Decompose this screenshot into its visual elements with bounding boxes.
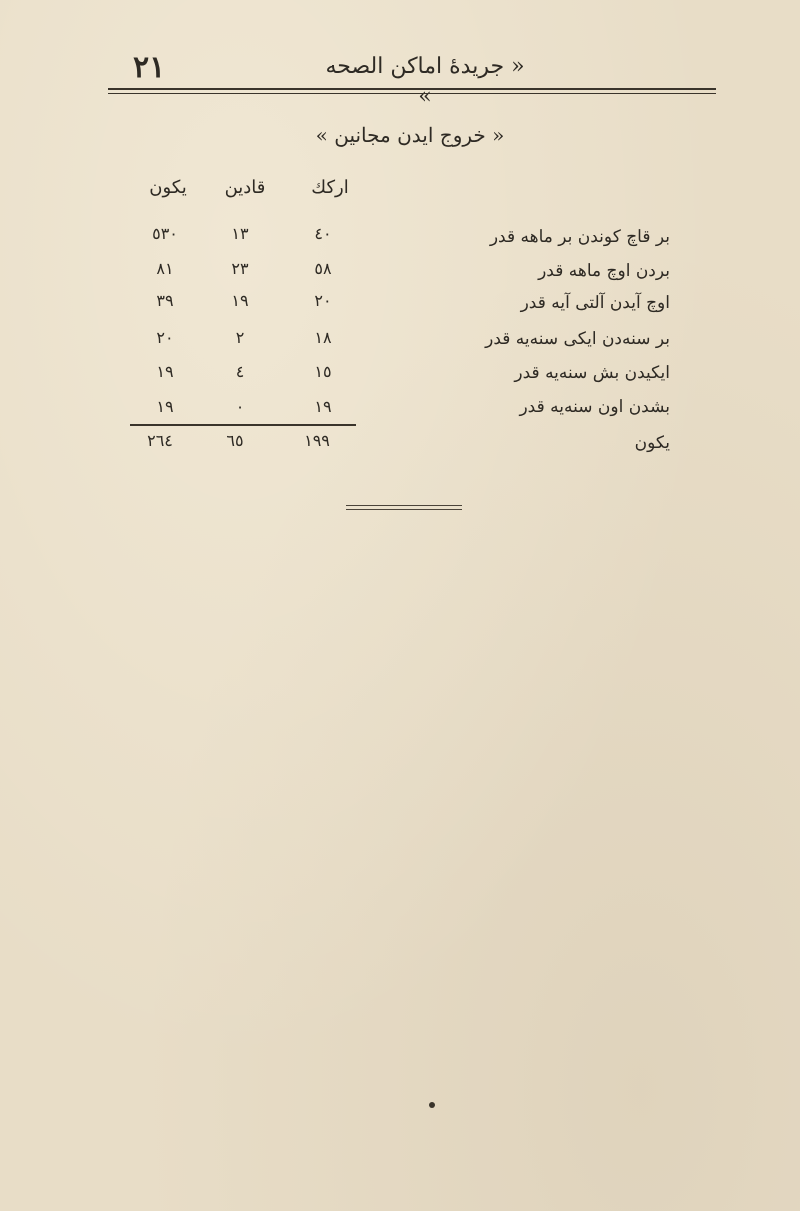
table-cell: ٢٠ <box>314 291 332 310</box>
row-label: ايكيدن بش سنه‌يه قدر <box>514 363 670 383</box>
table-cell: ١٨ <box>314 328 332 347</box>
row-label: اوچ آيدن آلتى آيه قدر <box>520 293 670 313</box>
table-cell: ٥٨ <box>314 259 332 278</box>
column-header-men: اركك <box>311 177 349 198</box>
table-cell: ١٩ <box>156 362 174 381</box>
table-cell: ٠ <box>235 397 245 416</box>
closing-rule-thin <box>346 509 462 510</box>
table-cell: ١٥ <box>314 362 332 381</box>
table-cell: ٤ <box>235 362 245 381</box>
column-header-women: قادين <box>224 177 266 198</box>
table-cell: ٢٠ <box>156 328 174 347</box>
table-cell: ٤٠ <box>314 224 332 243</box>
table-cell: ١٣ <box>231 224 249 243</box>
section-title: « خروج ايدن مجانين » <box>315 123 505 147</box>
row-label: بردن اوچ ماهه قدر <box>538 261 670 281</box>
row-label: بشدن اون سنه‌يه قدر <box>519 397 670 417</box>
header-rule-thin <box>108 93 716 94</box>
total-label: يكون <box>634 433 670 453</box>
total-cell: ٦٥ <box>226 431 244 450</box>
table-cell: ٢٣ <box>231 259 249 278</box>
ink-dot <box>429 1102 435 1108</box>
table-cell: ٢ <box>235 328 245 347</box>
column-header-total: يكون <box>149 177 187 198</box>
table-cell: ١٩ <box>231 291 249 310</box>
table-cell: ٨١ <box>156 259 174 278</box>
closing-rule <box>346 505 462 506</box>
header-rule <box>108 88 716 90</box>
table-cell: ٥٣٠ <box>152 224 178 243</box>
table-cell: ١٩ <box>314 397 332 416</box>
running-title: « جريدهٔ اماكن الصحه » <box>325 54 525 109</box>
table-cell: ٣٩ <box>156 291 174 310</box>
total-cell: ٢٦٤ <box>147 431 173 450</box>
page-number: ٢١ <box>133 50 166 85</box>
table-cell: ١٩ <box>156 397 174 416</box>
total-cell: ١٩٩ <box>304 431 330 450</box>
row-label: بر سنه‌دن ايكى سنه‌يه قدر <box>485 329 670 349</box>
row-label: بر قاچ كوندن بر ماهه قدر <box>489 227 670 247</box>
total-rule <box>130 424 356 426</box>
